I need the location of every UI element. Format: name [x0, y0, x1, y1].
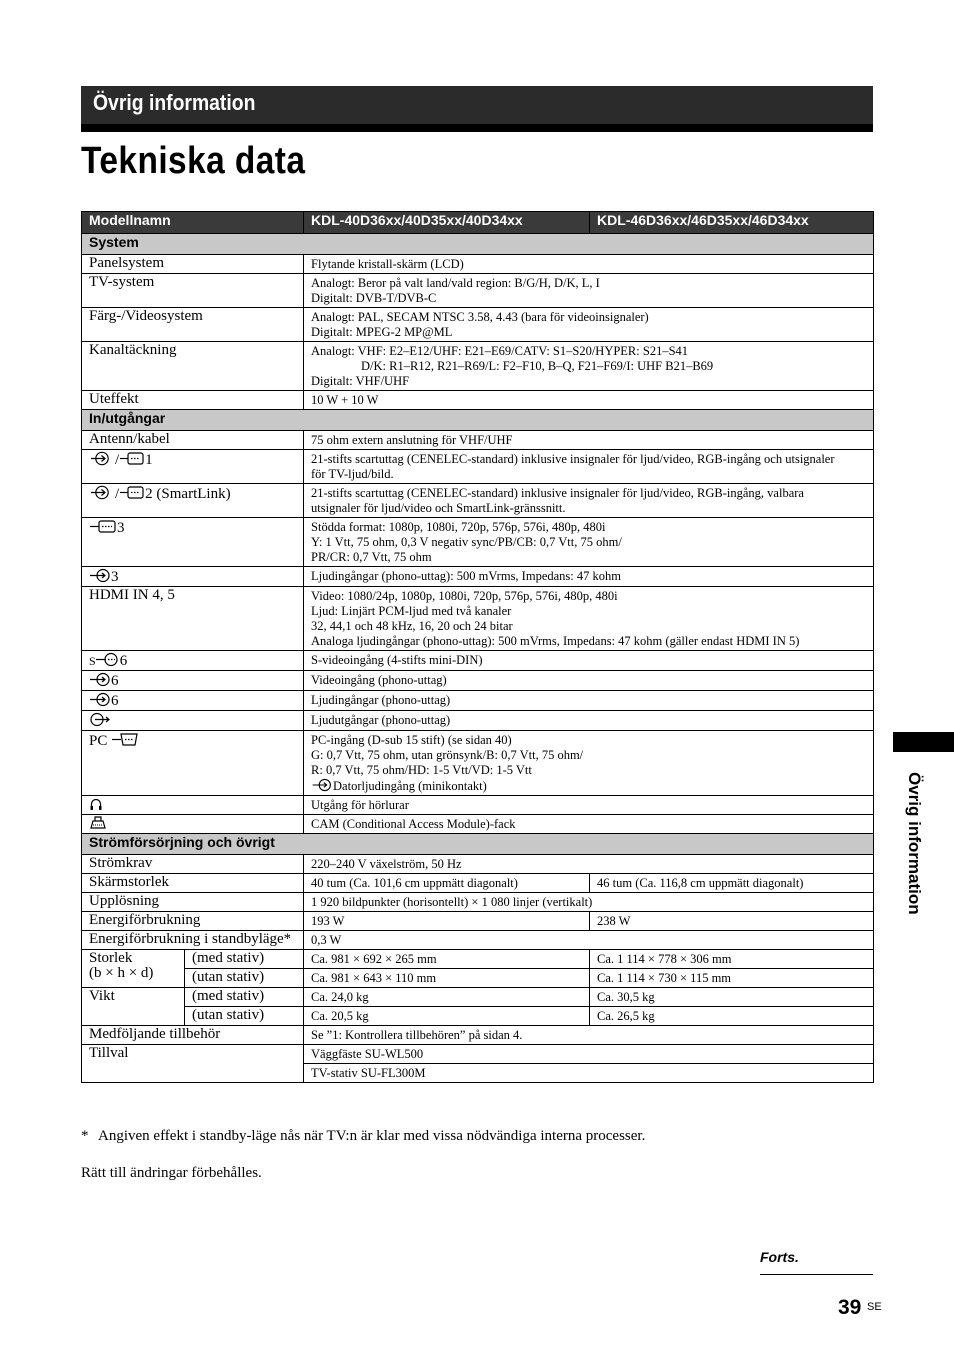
row-label: Energiförbrukning i standbyläge* [82, 931, 304, 950]
value-line: Digitalt: MPEG-2 MP@ML [311, 325, 453, 339]
value-line: Analogt: PAL, SECAM NTSC 3.58, 4.43 (bara för videoinsignaler) [311, 310, 649, 324]
scart-in-icon [89, 485, 115, 500]
row-value-46: Ca. 1 114 × 778 × 306 mm [590, 950, 874, 969]
section-row-io [82, 410, 874, 431]
row-label [82, 711, 304, 731]
header-model-name: Modellnamn [82, 212, 304, 234]
row-label [82, 484, 304, 518]
table-row [82, 731, 874, 796]
table-header-row [82, 212, 874, 234]
value-line: Digitalt: VHF/UHF [311, 374, 410, 388]
row-value [304, 342, 874, 391]
table-row [82, 711, 874, 731]
header-model-40: KDL-40D36xx/40D35xx/40D34xx [304, 212, 590, 234]
scart-in-icon [89, 451, 115, 466]
row-value-40: 40 tum (Ca. 101,6 cm uppmätt diagonalt) [304, 874, 590, 893]
table-row [82, 342, 874, 391]
table-row [82, 912, 874, 931]
row-label [82, 671, 304, 691]
row-label [82, 691, 304, 711]
connector-number: 6 [119, 653, 128, 669]
row-value: 220–240 V växelström, 50 Hz [304, 855, 874, 874]
row-sublabel: (med stativ) [185, 988, 304, 1007]
connector-number: 6 [111, 673, 119, 689]
table-row [82, 484, 874, 518]
row-label: Uteffekt [82, 391, 304, 410]
row-value-40: Ca. 981 × 643 × 110 mm [304, 969, 590, 988]
size-label: Storlek [89, 950, 133, 966]
footnote-marker: * [81, 1128, 89, 1144]
footnote-text: Angiven effekt i standby-läge nås när TV:n är klar med vissa nödvändiga interna processer. [98, 1128, 646, 1144]
row-value: Utgång för hörlurar [304, 796, 874, 815]
audio-input-icon [89, 568, 111, 583]
row-value [304, 484, 874, 518]
row-value: 0,3 W [304, 931, 874, 950]
section-row-system [82, 234, 874, 255]
section-title: Övrig information [93, 90, 256, 115]
row-label: Färg-/Videosystem [82, 308, 304, 342]
row-value-46: Ca. 30,5 kg [590, 988, 874, 1007]
row-value-46: Ca. 26,5 kg [590, 1007, 874, 1026]
cam-slot-icon [89, 816, 107, 830]
value-line: Video: 1080/24p, 1080p, 1080i, 720p, 576p, 576i, 480p, 480i [311, 589, 618, 603]
row-value-40: Ca. 981 × 692 × 265 mm [304, 950, 590, 969]
table-row [82, 274, 874, 308]
section-row-power [82, 834, 874, 855]
table-row [82, 567, 874, 587]
row-value [304, 274, 874, 308]
value-line: Analogt: VHF: E2–E12/UHF: E21–E69/CATV: S1–S20/HYPER: S21–S41 [311, 344, 689, 358]
row-label [82, 450, 304, 484]
row-value-46: 46 tum (Ca. 116,8 cm uppmätt diagonalt) [590, 874, 874, 893]
page-number: 39 [838, 1296, 862, 1319]
row-label [82, 651, 304, 671]
value-line: Analoga ljudingångar (phono-uttag): 500 mVrms, Impedans: 47 kohm (gäller endast HDMI IN 5) [311, 634, 800, 648]
row-value-40: 193 W [304, 912, 590, 931]
table-row [82, 950, 874, 969]
section-io-title: In/utgångar [82, 410, 874, 431]
section-system-title: System [82, 234, 874, 255]
row-sublabel: (utan stativ) [185, 1007, 304, 1026]
row-value: Ljudutgångar (phono-uttag) [304, 711, 874, 731]
rights-note: Rätt till ändringar förbehålles. [81, 1165, 262, 1181]
table-row [82, 796, 874, 815]
connector-number: 3 [117, 520, 125, 536]
value-line: utsignaler för ljud/video och SmartLink-gränssnitt. [311, 501, 566, 515]
row-label: Kanaltäckning [82, 342, 304, 391]
value-line: Y: 1 Vtt, 75 ohm, 0,3 V negativ sync/PB/CB: 0,7 Vtt, 75 ohm/ [311, 535, 622, 549]
connector-number: 3 [111, 569, 119, 585]
row-label: Panelsystem [82, 255, 304, 274]
value-line: Ljud: Linjärt PCM-ljud med två kanaler [311, 604, 512, 618]
value-line: Stödda format: 1080p, 1080i, 720p, 576p, 576i, 480p, 480i [311, 520, 606, 534]
table-row [82, 855, 874, 874]
row-value [304, 587, 874, 651]
row-label: Upplösning [82, 893, 304, 912]
pc-input-icon [111, 732, 139, 747]
row-value [304, 450, 874, 484]
icon-separator: / [115, 452, 120, 468]
table-row [82, 969, 874, 988]
headphones-icon [89, 797, 103, 811]
table-row [82, 587, 874, 651]
table-row [82, 1026, 874, 1045]
audio-output-icon [89, 712, 111, 727]
value-line: G: 0,7 Vtt, 75 ohm, utan grönsynk/B: 0,7 Vtt, 75 ohm/ [311, 748, 584, 762]
page-title: Tekniska data [81, 140, 306, 182]
value-line: för TV-ljud/bild. [311, 467, 394, 481]
table-row [82, 893, 874, 912]
value-line: Digitalt: DVB-T/DVB-C [311, 291, 437, 305]
row-value: 10 W + 10 W [304, 391, 874, 410]
table-row [82, 874, 874, 893]
icon-separator: / [115, 486, 120, 502]
row-label: TV-system [82, 274, 304, 308]
scart-out-icon [119, 451, 145, 466]
table-row [82, 255, 874, 274]
row-label [82, 796, 304, 815]
table-row [82, 431, 874, 450]
pc-label: PC [89, 733, 108, 749]
value-line: 21-stifts scartuttag (CENELEC-standard) inklusive insignaler för ljud/video, RGB-ingång, valbara [311, 486, 804, 500]
row-label: Energiförbrukning [82, 912, 304, 931]
row-label: Vikt [82, 988, 185, 1026]
video-input-icon [89, 672, 111, 687]
row-value [304, 731, 874, 796]
row-value [304, 518, 874, 567]
svideo-input-icon [96, 652, 120, 667]
row-value: Flytande kristall-skärm (LCD) [304, 255, 874, 274]
row-value-46: Ca. 1 114 × 730 × 115 mm [590, 969, 874, 988]
continued-label: Forts. [760, 1249, 799, 1265]
row-label: Skärmstorlek [82, 874, 304, 893]
table-row [82, 691, 874, 711]
footnote [81, 1128, 645, 1145]
audio-input-icon [89, 692, 111, 707]
row-value [304, 308, 874, 342]
row-value: S-videoingång (4-stifts mini-DIN) [304, 651, 874, 671]
row-value: Väggfäste SU-WL500 [304, 1045, 874, 1064]
side-tab-marker [893, 732, 954, 752]
value-line [311, 778, 867, 794]
row-label: Medföljande tillbehör [82, 1026, 304, 1045]
row-value: Ljudingångar (phono-uttag) [304, 691, 874, 711]
row-value: 75 ohm extern anslutning för VHF/UHF [304, 431, 874, 450]
row-value-40: Ca. 20,5 kg [304, 1007, 590, 1026]
section-header-bar [81, 86, 873, 124]
pc-audio-text: Datorljudingång (minikontakt) [333, 779, 487, 793]
value-line: PC-ingång (D-sub 15 stift) (se sidan 40) [311, 733, 512, 747]
connector-number: 6 [111, 693, 119, 709]
spec-table [81, 211, 874, 1083]
row-value-40: Ca. 24,0 kg [304, 988, 590, 1007]
table-row [82, 815, 874, 834]
table-row [82, 391, 874, 410]
table-row [82, 1007, 874, 1026]
audio-input-icon [311, 778, 333, 792]
row-sublabel: (utan stativ) [185, 969, 304, 988]
row-label: Antenn/kabel [82, 431, 304, 450]
row-value-46: 238 W [590, 912, 874, 931]
row-label [82, 950, 185, 988]
table-row [82, 1045, 874, 1064]
size-dim-label: (b × h × d) [89, 965, 154, 981]
section-rule [81, 124, 873, 132]
table-row [82, 651, 874, 671]
row-value: Se ”1: Kontrollera tillbehören” på sidan 4. [304, 1026, 874, 1045]
svideo-prefix: S [89, 654, 96, 668]
table-row [82, 518, 874, 567]
page-language: SE [867, 1301, 882, 1313]
value-line: R: 0,7 Vtt, 75 ohm/HD: 1-5 Vtt/VD: 1-5 Vtt [311, 763, 532, 777]
row-value: CAM (Conditional Access Module)-fack [304, 815, 874, 834]
section-power-title: Strömförsörjning och övrigt [82, 834, 874, 855]
table-row [82, 988, 874, 1007]
connector-number: 2 (SmartLink) [145, 486, 231, 502]
row-value: 1 920 bildpunkter (horisontellt) × 1 080 linjer (vertikalt) [304, 893, 874, 912]
row-value: Videoingång (phono-uttag) [304, 671, 874, 691]
continued-rule [760, 1274, 873, 1275]
row-value: Ljudingångar (phono-uttag): 500 mVrms, Impedans: 47 kohm [304, 567, 874, 587]
row-label [82, 731, 304, 796]
row-value: TV-stativ SU-FL300M [304, 1064, 874, 1083]
value-line: PR/CR: 0,7 Vtt, 75 ohm [311, 550, 432, 564]
header-model-46: KDL-46D36xx/46D35xx/46D34xx [590, 212, 874, 234]
value-line: D/K: R1–R12, R21–R69/L: F2–F10, B–Q, F21–F69/I: UHF B21–B69 [361, 359, 714, 373]
row-label: Strömkrav [82, 855, 304, 874]
table-row [82, 450, 874, 484]
row-label: HDMI IN 4, 5 [82, 587, 304, 651]
scart-out-icon [119, 485, 145, 500]
row-sublabel: (med stativ) [185, 950, 304, 969]
value-line: 32, 44,1 och 48 kHz, 16, 20 och 24 bitar [311, 619, 513, 633]
row-label: Tillval [82, 1045, 304, 1083]
component-input-icon [89, 519, 117, 534]
table-row [82, 308, 874, 342]
table-row [82, 671, 874, 691]
connector-number: 1 [145, 452, 153, 468]
row-label [82, 567, 304, 587]
value-line: Analogt: Beror på valt land/vald region: B/G/H, D/K, L, I [311, 276, 600, 290]
side-label-text: Övrig information [905, 772, 924, 915]
value-line: 21-stifts scartuttag (CENELEC-standard) inklusive insignaler för ljud/video, RGB-ingång och utsignaler [311, 452, 835, 466]
row-label [82, 518, 304, 567]
table-row [82, 931, 874, 950]
row-label [82, 815, 304, 834]
